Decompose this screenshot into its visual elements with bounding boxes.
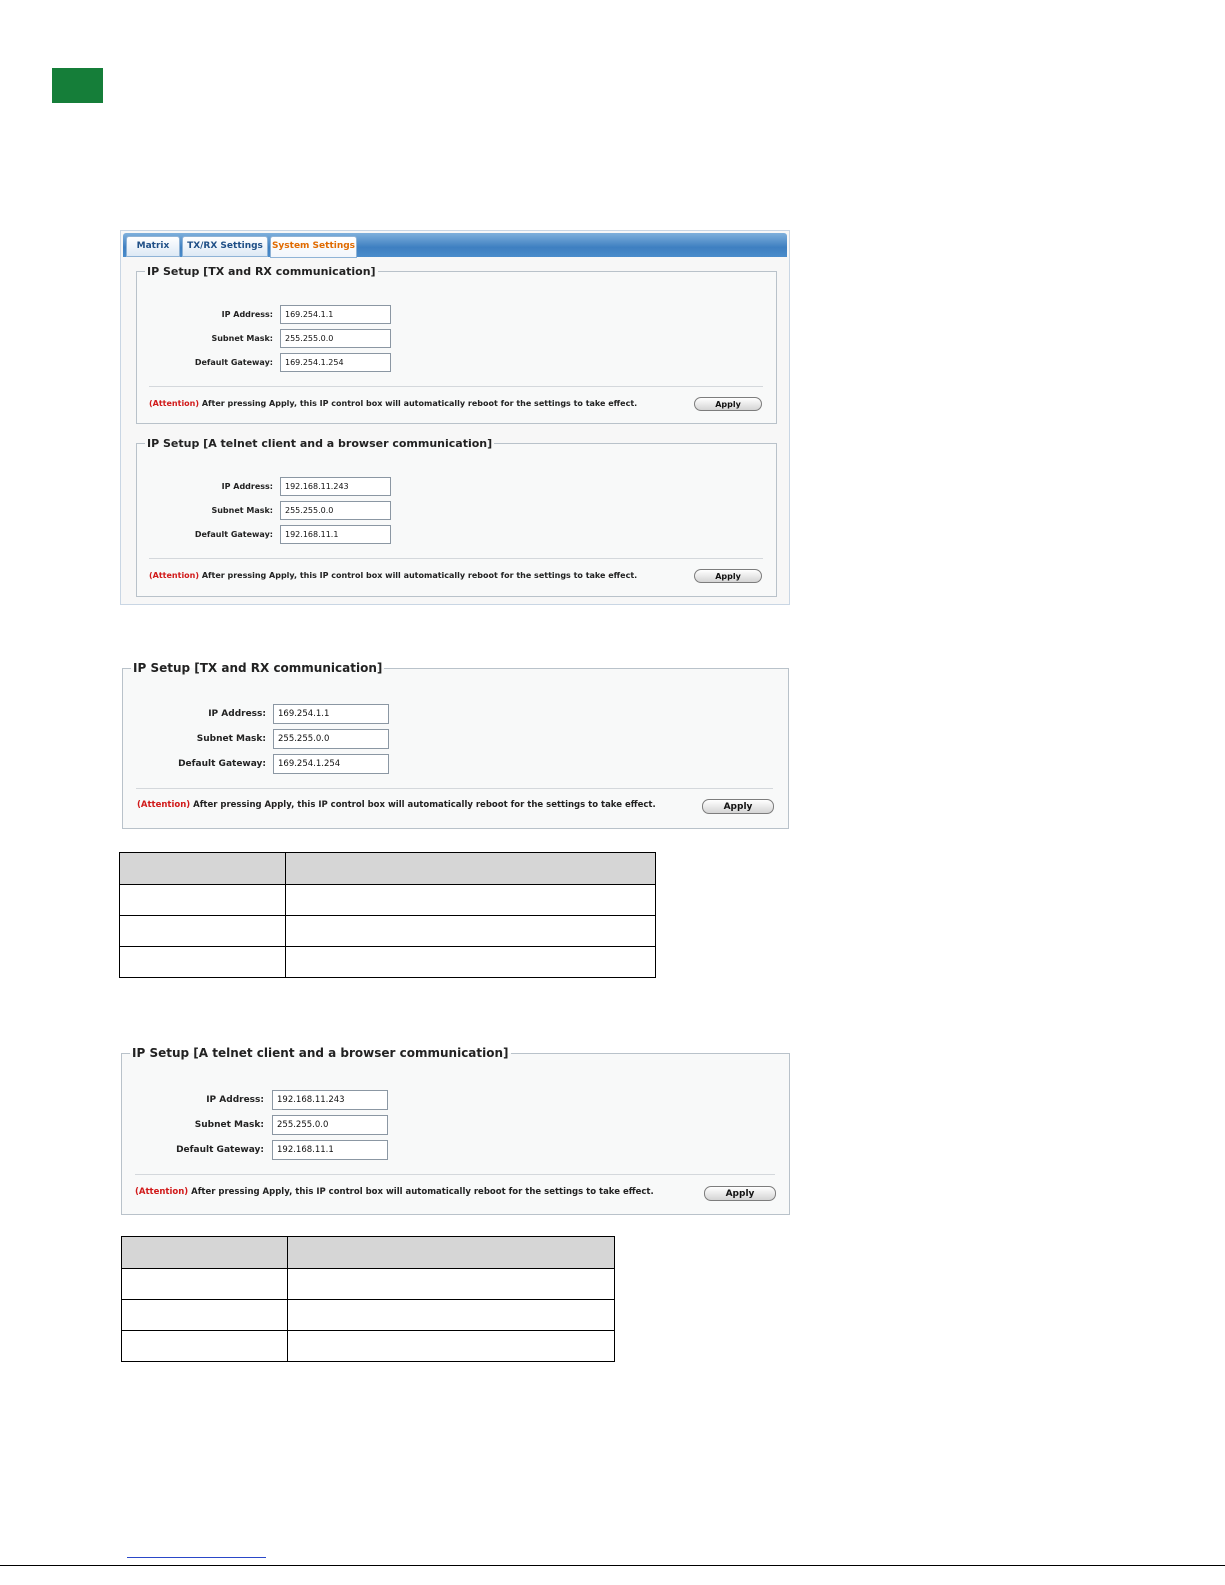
attention-prefix: (Attention) [149, 571, 200, 580]
default-gateway-input[interactable] [272, 1140, 388, 1160]
table-header-cell [120, 853, 286, 885]
attention-note [137, 800, 656, 810]
subnet-mask-input[interactable] [272, 1115, 388, 1135]
apply-button[interactable]: Apply [694, 397, 762, 411]
divider [149, 386, 763, 387]
table-row [120, 885, 656, 916]
table-row [120, 947, 656, 978]
ip-address-input[interactable] [280, 477, 391, 496]
footer-rule [0, 1565, 1225, 1566]
table-cell [286, 947, 656, 978]
divider [149, 558, 763, 559]
attention-prefix: (Attention) [135, 1187, 189, 1197]
table-cell [120, 947, 286, 978]
table-cell [288, 1269, 615, 1300]
system-settings-window [120, 230, 790, 605]
tab-txrx-settings[interactable]: TX/RX Settings [182, 236, 268, 257]
panel-legend: IP Setup [A telnet client and a browser communication] [132, 1046, 509, 1060]
default-gateway-input[interactable] [280, 353, 391, 372]
attention-note [149, 571, 637, 580]
subnet-mask-input[interactable] [280, 329, 391, 348]
divider [136, 788, 773, 789]
apply-button[interactable]: Apply [704, 1186, 776, 1201]
panel-legend: IP Setup [A telnet client and a browser communication] [147, 437, 493, 450]
table-cell [120, 885, 286, 916]
default-gateway-label: Default Gateway: [178, 759, 266, 769]
ip-address-label: IP Address: [221, 482, 273, 491]
table-header-row [120, 853, 656, 885]
section-marker [52, 68, 103, 103]
ip-address-input[interactable] [272, 1090, 388, 1110]
table-header-row [122, 1237, 615, 1269]
table-header-cell [286, 853, 656, 885]
table-cell [122, 1331, 288, 1362]
table-cell [286, 885, 656, 916]
table-cell [286, 916, 656, 947]
tab-matrix[interactable]: Matrix [126, 236, 180, 257]
table-cell [122, 1269, 288, 1300]
table-row [122, 1331, 615, 1362]
default-gateway-label: Default Gateway: [194, 358, 273, 367]
ip-address-label: IP Address: [208, 709, 266, 719]
table-row [120, 916, 656, 947]
table-cell [120, 916, 286, 947]
divider [135, 1174, 775, 1175]
table-cell [122, 1300, 288, 1331]
default-gateway-input[interactable] [280, 525, 391, 544]
attention-prefix: (Attention) [137, 800, 191, 810]
ip-address-label: IP Address: [206, 1095, 264, 1105]
subnet-mask-label: Subnet Mask: [211, 334, 273, 343]
attention-text: After pressing Apply, this IP control box will automatically reboot for the settings to take effect. [199, 571, 638, 580]
table-header-cell [122, 1237, 288, 1269]
table-header-cell [288, 1237, 615, 1269]
panel-legend: IP Setup [TX and RX communication] [147, 265, 376, 278]
default-gateway-label: Default Gateway: [176, 1145, 264, 1155]
tab-bar [123, 233, 787, 257]
panel-legend: IP Setup [TX and RX communication] [133, 661, 383, 675]
table-cell [288, 1300, 615, 1331]
tab-system-settings[interactable]: System Settings [270, 236, 357, 258]
attention-text: After pressing Apply, this IP control box will automatically reboot for the settings to take effect. [190, 800, 656, 810]
table-row [122, 1300, 615, 1331]
attention-note [135, 1187, 654, 1197]
attention-text: After pressing Apply, this IP control box will automatically reboot for the settings to take effect. [199, 399, 638, 408]
table-row [122, 1269, 615, 1300]
settings-table-txrx [119, 852, 656, 978]
attention-note [149, 399, 637, 408]
subnet-mask-input[interactable] [273, 729, 389, 749]
attention-prefix: (Attention) [149, 399, 200, 408]
ip-address-label: IP Address: [221, 310, 273, 319]
apply-button[interactable]: Apply [702, 799, 774, 814]
default-gateway-input[interactable] [273, 754, 389, 774]
settings-table-telnet [121, 1236, 615, 1362]
subnet-mask-label: Subnet Mask: [211, 506, 273, 515]
subnet-mask-label: Subnet Mask: [194, 1120, 264, 1130]
ip-address-input[interactable] [280, 305, 391, 324]
subnet-mask-label: Subnet Mask: [196, 734, 266, 744]
footer-link-underline [127, 1557, 266, 1558]
table-cell [288, 1331, 615, 1362]
attention-text: After pressing Apply, this IP control box will automatically reboot for the settings to take effect. [188, 1187, 654, 1197]
default-gateway-label: Default Gateway: [194, 530, 273, 539]
subnet-mask-input[interactable] [280, 501, 391, 520]
apply-button[interactable]: Apply [694, 569, 762, 583]
ip-address-input[interactable] [273, 704, 389, 724]
